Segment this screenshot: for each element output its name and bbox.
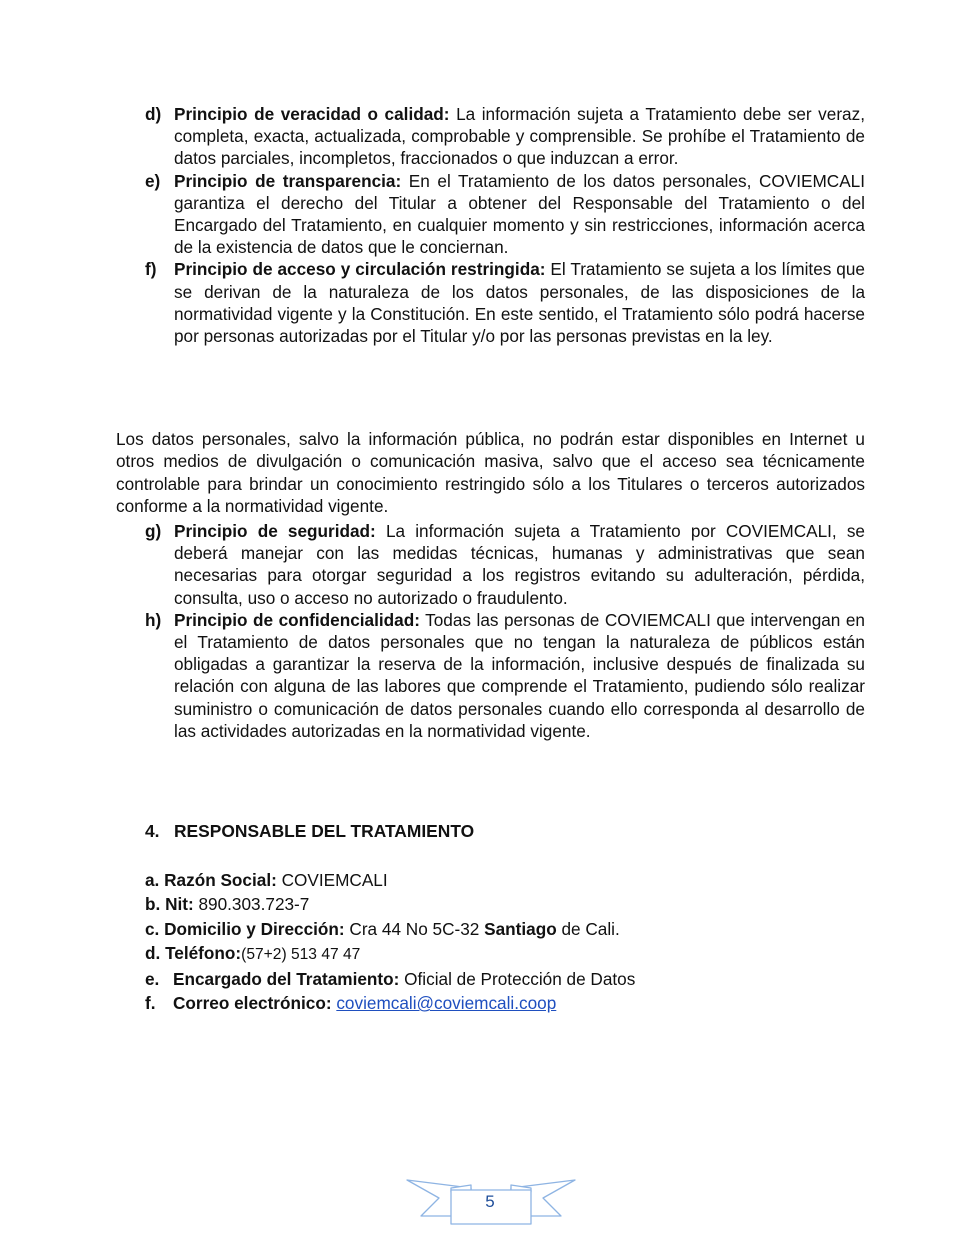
section-heading [145, 820, 845, 842]
principles-list-2 [145, 520, 865, 742]
item-marker: h) [145, 609, 162, 630]
principle-title: Principio de acceso y circulación restringida: [174, 259, 546, 280]
principle-veracidad [145, 103, 865, 170]
principle-title: Principio de transparencia: [174, 170, 402, 191]
principle-text: El Tratamiento se sujeta a los límites que se derivan de la naturaleza de los datos personales, de las disposiciones de la normatividad vigente y la Constitución. En este sentido, el Tratamiento sólo podrá hacerse por personas autorizadas por el Titular y/o por las personas previstas en la ley. [174, 259, 865, 347]
principle-text: Todas las personas de COVIEMCALI que intervengan en el Tratamiento de datos personales que no tengan la naturaleza de públicos están obligadas a garantizar la reserva de la información, inclusive después de finalizada su relación con alguna de las labores que comprende el Tratamiento, pudiendo sólo realizar suministro o comunicación de datos personales cuando ello corresponda al desarrollo de las actividades autorizadas en la normatividad vigente. [174, 609, 865, 741]
page-number: 5 [485, 1192, 495, 1211]
responsable-section [145, 820, 845, 1015]
field-value: (57+2) 513 47 47 [241, 945, 361, 963]
field-razon-social [145, 868, 845, 892]
item-marker: g) [145, 521, 162, 541]
field-nit [145, 892, 845, 916]
item-marker: d) [145, 104, 162, 124]
field-value: COVIEMCALI [276, 870, 388, 891]
field-marker: c. [145, 918, 160, 939]
field-marker: a. [145, 870, 160, 891]
email-link[interactable]: coviemcali@coviemcali.coop [336, 993, 557, 1014]
principles-list-1 [145, 103, 865, 347]
field-label: Nit: [165, 894, 194, 915]
field-label: Domicilio y Dirección: [164, 918, 345, 939]
principle-text: En el Tratamiento de los datos personales, COVIEMCALI garantiza el derecho del Titular a obtener del Responsable del Tratamiento o del Encargado del Tratamiento, en cualquier momento y sin restricciones, información acerca de la existencia de datos que le conciernan. [174, 170, 865, 258]
field-label: Correo electrónico: [173, 993, 332, 1014]
field-marker: f. [145, 993, 156, 1014]
field-marker: b. [145, 894, 161, 915]
field-label: Razón Social: [164, 870, 277, 891]
section-number: 4. [145, 821, 160, 841]
principle-seguridad [145, 520, 865, 609]
principle-title: Principio de veracidad o calidad: [174, 104, 450, 124]
principle-confidencialidad [145, 609, 865, 742]
principle-title: Principio de seguridad: [174, 521, 376, 541]
field-domicilio [145, 917, 845, 941]
item-marker: f) [145, 259, 157, 280]
field-encargado [145, 967, 845, 991]
principle-acceso [145, 258, 865, 347]
field-correo [145, 991, 845, 1015]
field-value: Oficial de Protección de Datos [399, 969, 636, 990]
principle-text: La información sujeta a Tratamiento debe ser veraz, completa, exacta, actualizada, comprobable y comprensible. Se prohíbe el Tratamiento de datos parciales, incompletos, fraccionados o que induzcan a error. [174, 104, 865, 169]
field-label: Teléfono: [165, 942, 242, 963]
principle-transparencia [145, 170, 865, 259]
principle-text: La información sujeta a Tratamiento por COVIEMCALI, se deberá manejar con las medidas técnicas, humanas y administrativas que sean necesarias para otorgar seguridad a los registros evitando su adulteración, pérdida, consulta, uso o acceso no autorizado o fraudulento. [174, 521, 865, 608]
field-label: Encargado del Tratamiento: [173, 969, 400, 990]
principle-title: Principio de confidencialidad: [174, 609, 420, 630]
field-telefono [145, 941, 845, 967]
section-title: RESPONSABLE DEL TRATAMIENTO [174, 821, 475, 841]
field-value-city: Santiago [484, 918, 557, 939]
field-marker: e. [145, 969, 160, 990]
item-marker: e) [145, 170, 161, 191]
field-value-suffix: de Cali. [556, 918, 620, 939]
field-value: 890.303.723-7 [193, 894, 310, 915]
field-value: Cra 44 No 5C-32 [344, 918, 485, 939]
body-paragraph: Los datos personales, salvo la información pública, no podrán estar disponibles en Internet u otros medios de divulgación o comunicación masiva, salvo que el acceso sea técnicamente controlable para brindar un conocimiento restringido sólo a los Titulares o terceros autorizados conforme a la normatividad vigente. [116, 429, 865, 516]
page-number-ribbon [405, 1176, 577, 1228]
field-marker: d. [145, 942, 161, 963]
responsable-fields [145, 868, 845, 1015]
